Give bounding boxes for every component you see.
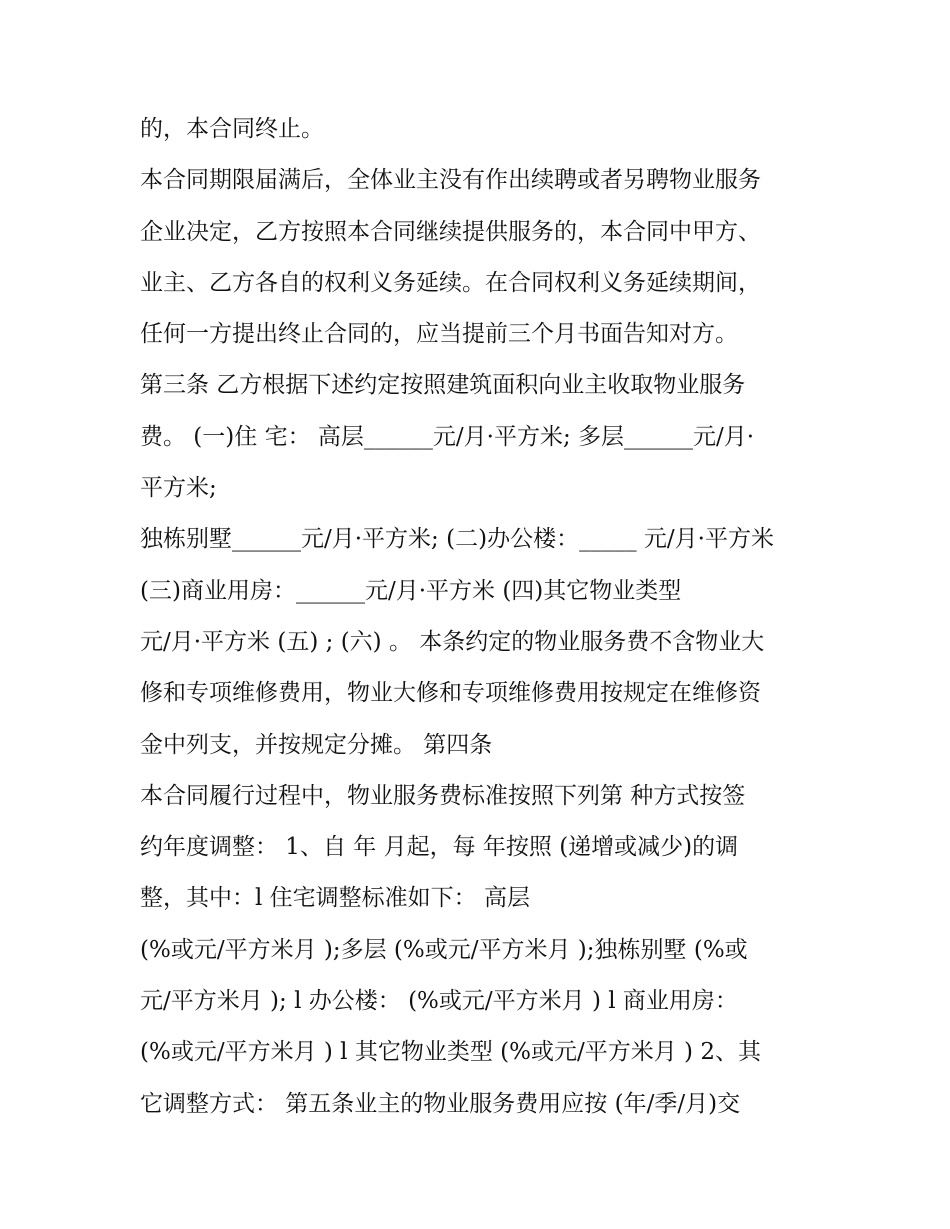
text-line: 约年度调整： 1、自 年 月起，每 年按照 (递增或减少)的调 (140, 834, 739, 861)
text-line: 任何一方提出终止合同的，应当提前三个月书面告知对方。 (140, 321, 738, 348)
text-line: 费。 (一)住 宅： 高层______元/月·平方米; 多层______元/月· (140, 423, 755, 450)
text-line: (%或元/平方米月 ) l 其它物业类型 (%或元/平方米月 ) 2、其 (140, 1039, 761, 1066)
text-line: 平方米; (140, 475, 217, 502)
text-line: 元/平方米月 ); l 办公楼： (%或元/平方米月 ) l 商业用房： (140, 988, 738, 1015)
text-line: 它调整方式： 第五条业主的物业服务费用应按 (年/季/月)交 (140, 1090, 741, 1117)
text-line: 独栋别墅______元/月·平方米; (二)办公楼：_____ 元/月·平方米 (140, 526, 774, 553)
text-line: 本合同期限届满后，全体业主没有作出续聘或者另聘物业服务 (140, 167, 761, 194)
text-line: (三)商业用房：______元/月·平方米 (四)其它物业类型 (140, 577, 682, 604)
text-line: 整，其中：l 住宅调整标准如下： 高层 (140, 885, 530, 912)
contract-text (140, 104, 830, 1130)
text-line: 金中列支，并按规定分摊。 第四条 (140, 731, 493, 758)
text-line: (%或元/平方米月 );多层 (%或元/平方米月 );独栋别墅 (%或 (140, 936, 748, 963)
text-line: 的，本合同终止。 (140, 116, 324, 142)
text-line: 修和专项维修费用，物业大修和专项维修费用按规定在维修资 (140, 680, 761, 707)
text-line: 企业决定，乙方按照本合同继续提供服务的，本合同中甲方、 (140, 218, 761, 245)
text-line: 业主、乙方各自的权利义务延续。在合同权利义务延续期间， (140, 269, 761, 296)
text-line: 本合同履行过程中，物业服务费标准按照下列第 种方式按签 (140, 782, 746, 809)
text-line: 元/月·平方米 (五) ; (六) 。 本条约定的物业服务费不含物业大 (140, 628, 765, 655)
text-line: 第三条 乙方根据下述约定按照建筑面积向业主收取物业服务 (140, 372, 746, 399)
